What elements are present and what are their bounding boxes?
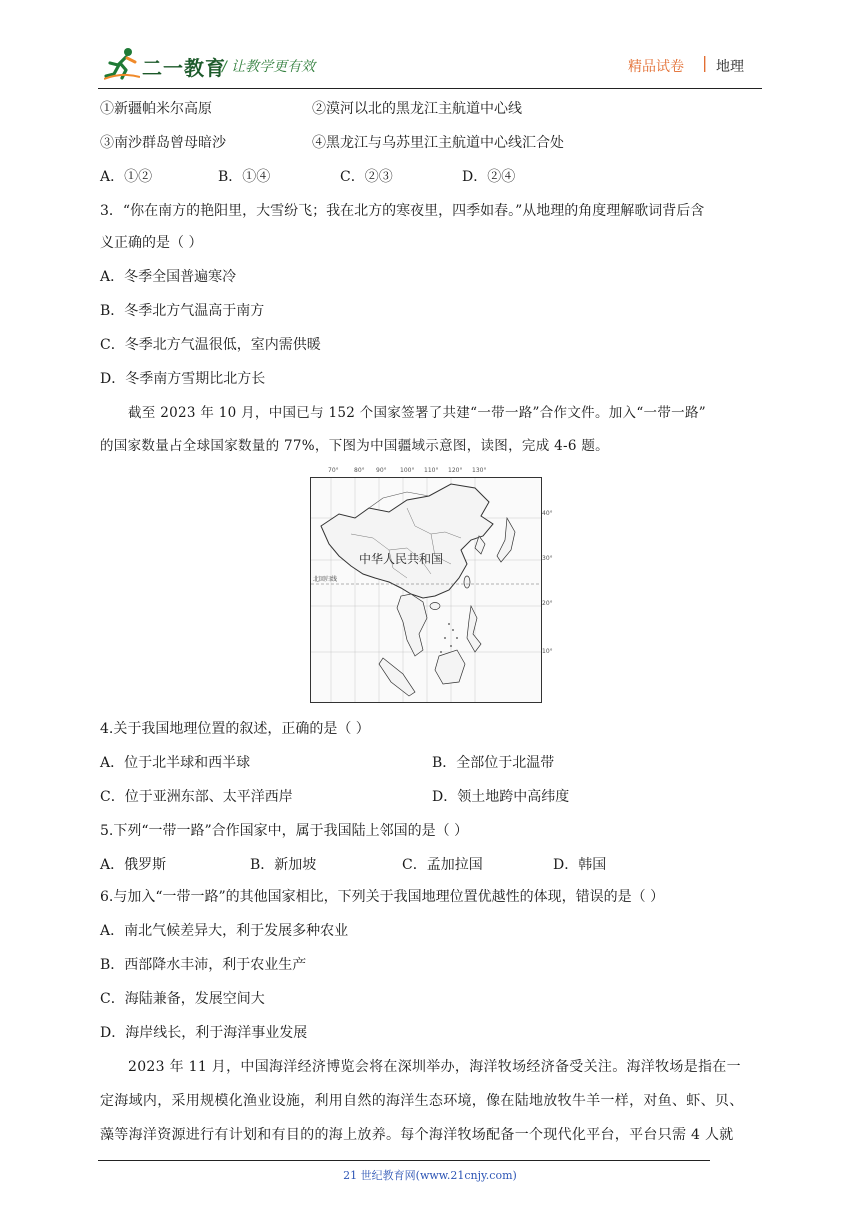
lat-label: 30° <box>542 555 553 562</box>
intro2-line3: 藻等海洋资源进行有计划和有目的的海上放养。每个海洋牧场配备一个现代化平台，平台只需 4 人就 <box>100 1127 734 1143</box>
q3-choice-c: C．冬季北方气温很低，室内需供暖 <box>100 337 321 353</box>
q2-option-3: ③南沙群岛曾母暗沙 <box>100 135 226 151</box>
intro1-line2: 的国家数量占全球国家数量的 77%，下图为中国疆域示意图，读图，完成 4-6 题。 <box>100 438 609 454</box>
slogan: / 让教学更有效 <box>222 59 316 75</box>
footer-divider <box>98 1160 710 1161</box>
q3-stem-line1: 3．“你在南方的艳阳里，大雪纷飞；我在北方的寒夜里，四季如春。”从地理的角度理解歌词背后含 <box>100 203 705 219</box>
q5-choice-a: A．俄罗斯 <box>100 857 167 873</box>
q2-option-2: ②漠河以北的黑龙江主航道中心线 <box>312 101 522 117</box>
lon-label: 110° <box>424 467 439 474</box>
q5-choice-d: D．韩国 <box>553 857 607 873</box>
map-drawing <box>311 478 541 702</box>
china-territory-map <box>310 477 542 703</box>
q4-choice-d: D．领土地跨中高纬度 <box>432 789 570 805</box>
q5-choice-b: B．新加坡 <box>250 857 317 873</box>
q2-choice-d: D．②④ <box>462 169 516 185</box>
q5-stem: 5.下列“一带一路”合作国家中，属于我国陆上邻国的是（ ） <box>100 823 469 839</box>
lat-label: 10° <box>542 648 553 655</box>
header-tag: 精品试卷 <box>628 59 684 75</box>
runner-logo-icon <box>104 46 140 80</box>
q4-choice-a: A．位于北半球和西半球 <box>100 755 251 771</box>
intro2-line1: 2023 年 11 月，中国海洋经济博览会将在深圳举办，海洋牧场经济备受关注。海洋牧场是指在一 <box>128 1059 741 1075</box>
logo-text: 二一教育 <box>142 56 226 80</box>
q3-choice-d: D．冬季南方雪期比北方长 <box>100 371 266 387</box>
lon-label: 90° <box>376 467 387 474</box>
q3-choice-b: B．冬季北方气温高于南方 <box>100 303 265 319</box>
map-country-label: 中华人民共和国 <box>359 552 444 566</box>
q2-option-1: ①新疆帕米尔高原 <box>100 101 212 117</box>
q6-choice-d: D．海岸线长，利于海洋事业发展 <box>100 1025 308 1041</box>
lon-label: 130° <box>472 467 487 474</box>
q2-choice-b: B．①④ <box>218 169 271 185</box>
q6-choice-a: A．南北气候差异大，利于发展多种农业 <box>100 923 349 939</box>
lon-label: 100° <box>400 467 415 474</box>
lon-label: 120° <box>448 467 463 474</box>
q5-choice-c: C．孟加拉国 <box>402 857 483 873</box>
header-separator: | <box>702 53 708 72</box>
map-tropic-label: 北回归线 <box>313 576 338 583</box>
q2-choice-c: C．②③ <box>340 169 393 185</box>
header-divider <box>98 88 762 89</box>
q3-choice-a: A．冬季全国普遍寒冷 <box>100 269 237 285</box>
header-subject: 地理 <box>716 59 744 75</box>
q2-option-4: ④黑龙江与乌苏里江主航道中心线汇合处 <box>312 135 564 151</box>
q6-stem: 6.与加入“一带一路”的其他国家相比，下列关于我国地理位置优越性的体现，错误的是（ ） <box>100 889 665 905</box>
q6-choice-b: B．西部降水丰沛，利于农业生产 <box>100 957 307 973</box>
q4-stem: 4.关于我国地理位置的叙述，正确的是（ ） <box>100 721 370 737</box>
q2-choice-a: A．①② <box>100 169 153 185</box>
intro1-line1: 截至 2023 年 10 月，中国已与 152 个国家签署了共建“一带一路”合作文件。加入“一带一路” <box>128 405 706 421</box>
q4-choice-c: C．位于亚洲东部、太平洋西岸 <box>100 789 293 805</box>
q4-choice-b: B．全部位于北温带 <box>432 755 555 771</box>
q6-choice-c: C．海陆兼备，发展空间大 <box>100 991 265 1007</box>
intro2-line2: 定海域内，采用规模化渔业设施，利用自然的海洋生态环境，像在陆地放牧牛羊一样，对鱼、虾、贝、 <box>100 1093 744 1109</box>
lat-label: 40° <box>542 510 553 517</box>
lat-label: 20° <box>542 600 553 607</box>
lon-label: 70° <box>328 467 339 474</box>
lon-label: 80° <box>354 467 365 474</box>
footer-text: 21 世纪教育网(www.21cnjy.com) <box>343 1169 517 1182</box>
q3-stem-line2: 义正确的是（ ） <box>100 235 203 251</box>
